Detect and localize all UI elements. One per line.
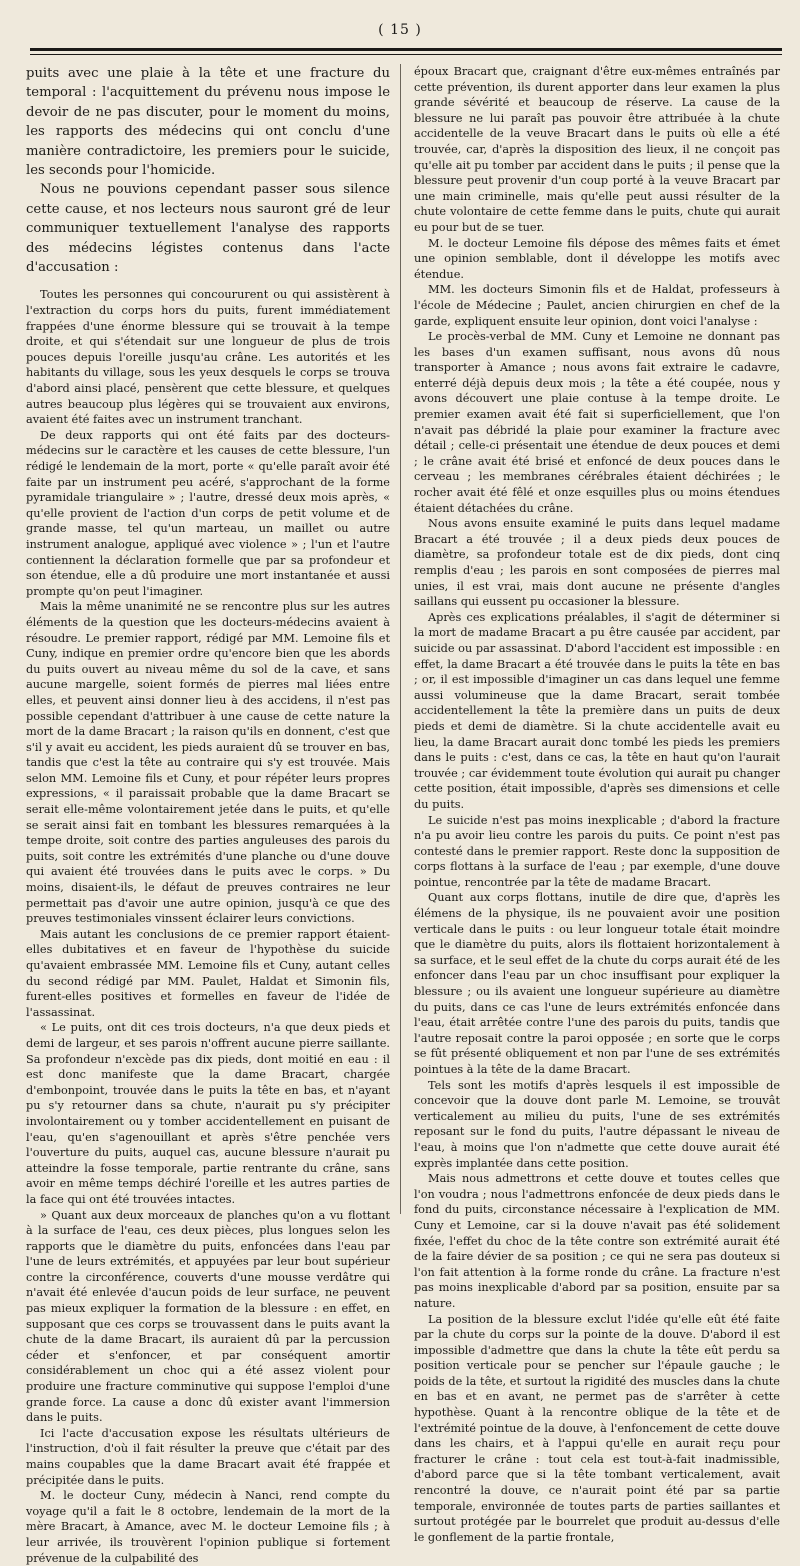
paragraph: Le suicide n'est pas moins inexplicable ; d'abord la fracture n'a pu avoir lieu contre les parois du puits. Ce point n'est pas contesté dans le premier rapport. Reste donc la supposition de corps flottans à la surface de l'eau ; par exemple, d'une douve pointue, rencontrée par la tête de madame Bracart. <box>414 813 780 889</box>
paragraph: « Le puits, ont dit ces trois docteurs, n'a que deux pieds et demi de largeur, et ses parois n'offrent aucune pierre saillante. Sa profondeur n'excède pas dix pieds, dont moitié en eau : il est donc manifeste que la dame Bracart, chargée d'embonpoint, trouvée dans le puits la tête en bas, et n'ayant pu s'y retourner dans sa chute, n'aurait pu s'y précipiter involontairement ou y tomber accidentellement en puisant de l'eau, qu'en s'agenouillant et après s'être penchée vers l'ouverture du puits, auquel cas, aucune blessure n'aurait pu atteindre la fosse temporale, partie rentrante du crâne, sans avoir en même temps déchiré l'oreille et les autres parties de la face qui ont été trouvées intactes. <box>26 1021 390 1206</box>
paragraph: Nous avons ensuite examiné le puits dans lequel madame Bracart a été trouvée ; il a deux pieds deux pouces de diamètre, sa profondeur totale est de dix pieds, dont cinq remplis d'eau ; les parois en sont composées de pierres mal unies, il est vrai, mais dont aucune ne présente d'angles saillans qui eussent pu occasioner la blessure. <box>414 517 780 609</box>
paragraph: Après ces explications préalables, il s'agit de déterminer si la mort de madame Bracart a pu être causée par accident, par suicide ou par assassinat. D'abord l'accident est impossible : en effet, la dame Bracart a été trouvée dans le puits la tête en bas ; or, il est impossible d'imaginer un cas dans lequel une femme aussi volumineuse que la dame Bracart, serait tombée accidentellement la tête la première dans un puits de deux pieds et demi de diamètre. Si la chute accidentelle avait eu lieu, la dame Bracart aurait donc tombé les pieds les premiers dans le puits : c'est, dans ce cas, la tête en haut qu'on l'aurait trouvée ; car évidemment toute évolution qui aurait pu changer cette position, était impossible, d'après ses dimensions et celle du puits. <box>414 610 780 811</box>
paragraph: M. le docteur Cuny, médecin à Nanci, rend compte du voyage qu'il a fait le 8 octobre, lendemain de la mort de la mère Bracart, à Amance, avec M. le docteur Lemoine fils ; à leur arrivée, ils trouvèrent l'opinion publique si fortement prévenue de la culpabilité des <box>26 1489 390 1565</box>
paragraph: Ici l'acte d'accusation expose les résultats ultérieurs de l'instruction, d'où il fait résulter la preuve que c'était par des mains coupables que la dame Bracart avait été frappée et précipitée dans le puits. <box>26 1426 390 1487</box>
page-number: ( 15 ) <box>378 22 422 38</box>
header-rule-thick <box>30 48 782 51</box>
paragraph: La position de la blessure exclut l'idée qu'elle eût été faite par la chute du corps sur la pointe de la douve. D'abord il est impossible d'admettre que dans la chute la tête eût perdu sa position verticale pour se pencher sur l'épaule gauche ; le poids de la tête, et surtout la rigidité des muscles dans la chute en bas et en avant, ne permet pas de s'arrêter à cette hypothèse. Quant à la rencontre oblique de la tête et de l'extrémité pointue de la douve, à l'enfoncement de cette douve dans les chairs, et à l'appui qu'elle en aurait reçu pour fracturer le crâne : tout cela est tout-à-fait inadmissible, d'abord parce que si la tête tombant verticalement, avait rencontré la douve, ce n'aurait point été par sa partie temporale, environnée de toutes parts de parties saillantes et surtout protégée par le bourrelet que produit au-dessus d'elle le gonflement de la partie frontale, <box>414 1312 780 1544</box>
paragraph: Le procès-verbal de MM. Cuny et Lemoine ne donnant pas les bases d'un examen suffisant, nous avons dû nous transporter à Amance ; nous avons fait extraire le cadavre, enterré déjà depuis deux mois ; la tête a été coupée, nous y avons découvert une plaie contuse à la tempe droite. Le premier examen avait été fait si superficiellement, que l'on n'avait pas débridé la plaie pour examiner la fracture avec détail ; celle-ci présentait une étendue de deux pouces et demi ; le crâne avait été brisé et enfoncé de deux pouces dans le cerveau ; les membranes cérébrales étaient déchirées ; le rocher avait été fêlé et onze esquilles plus ou moins étendues étaient détachées du crâne. <box>414 330 780 515</box>
paragraph: Mais nous admettrons et cette douve et toutes celles que l'on voudra ; nous l'admettrons enfoncée de deux pieds dans le fond du puits, circonstance nécessaire à l'explication de MM. Cuny et Lemoine, car si la douve n'avait pas été solidement fixée, l'effet du choc de la tête contre son extrémité aurait été de la faire dévier de sa position ; ce qui ne sera pas douteux si l'on fait attention à la forme ronde du crâne. La fracture n'est pas moins inexplicable d'abord par sa position, ensuite par sa nature. <box>414 1172 780 1310</box>
paragraph: Tels sont les motifs d'après lesquels il est impossible de concevoir que la douve dont parle M. Lemoine, se trouvât verticalement au milieu du puits, l'une de ses extrémités reposant sur le fond du puits, l'autre dépassant le niveau de l'eau, à moins que l'on n'admette que cette douve aurait été exprès implantée dans cette position. <box>414 1078 780 1170</box>
paragraph: Mais la même unanimité ne se rencontre plus sur les autres éléments de la question que les docteurs-médecins avaient à résoudre. Le premier rapport, rédigé par MM. Lemoine fils et Cuny, indique en premier ordre qu'encore bien que les abords du puits ouvert au niveau même du sol de la cave, et sans aucune margelle, soient formés de pierres mal liées entre elles, et peuvent ainsi donner lieu à des accidens, il n'est pas possible cependant d'attribuer à une cause de cette nature la mort de la dame Bracart ; la raison qu'ils en donnent, c'est que s'il y avait eu accident, les pieds auraient dû se trouver en bas, tandis que c'est la tête au contraire qui s'y est trouvée. Mais selon MM. Lemoine fils et Cuny, et pour répéter leurs propres expressions, « il paraissait probable que la dame Bracart se serait elle-même volontairement jetée dans le puits, et qu'elle se serait ainsi fait en tombant les blessures remarquées à la tempe droite, soit contre des parties anguleuses des parois du puits, soit contre les extrémités d'une planche ou d'une douve qui avaient été trouvées dans le puits avec le corps. » Du moins, disaient-ils, le défaut de preuves contraires ne leur permettait pas d'avoir une autre opinion, jusqu'à ce que des preuves testimoniales vinssent éclairer leurs convictions. <box>26 600 390 926</box>
paragraph: M. le docteur Lemoine fils dépose des mêmes faits et émet une opinion semblable, dont il développe les motifs avec étendue. <box>414 236 780 281</box>
paragraph: MM. les docteurs Simonin fils et de Haldat, professeurs à l'école de Médecine ; Paulet, ancien chirurgien en chef de la garde, expliquent ensuite leur opinion, dont voici l'analyse : <box>414 283 780 328</box>
paragraph: De deux rapports qui ont été faits par des docteurs-médecins sur le caractère et les causes de cette blessure, l'un rédigé le lendemain de la mort, porte « qu'elle paraît avoir été faite par un instrument peu acéré, s'approchant de la forme pyramidale triangulaire » ; l'autre, dressé deux mois après, « qu'elle provient de l'action d'un corps de petit volume et de grande masse, tel qu'un marteau, un maillet ou autre instrument analogue, appliqué avec violence » ; l'un et l'autre contiennent la déclaration formelle que par sa profondeur et son étendue, elle a dû produire une mort instantanée et aussi prompte qu'on peut l'imaginer. <box>26 428 390 598</box>
paragraph: Mais autant les conclusions de ce premier rapport étaient-elles dubitatives et en faveur de l'hypothèse du suicide qu'avaient embrassée MM. Lemoine fils et Cuny, autant celles du second rédigé par MM. Paulet, Haldat et Simonin fils, furent-elles positives et formelles en faveur de l'idée de l'assassinat. <box>26 927 390 1019</box>
paragraph: puits avec une plaie à la tête et une fracture du temporal : l'acquittement du prévenu nous impose le devoir de ne pas discuter, pour le moment du moins, les rapports des médecins qui ont conclu d'une manière contradictoire, les premiers pour le suicide, les seconds pour l'homicide. <box>26 66 390 179</box>
paragraph: Quant aux corps flottans, inutile de dire que, d'après les élémens de la physique, ils ne pouvaient avoir une position verticale dans le puits : ou leur longueur totale était moindre que le diamètre du puits, alors ils flottaient horizontalement à sa surface, et le seul effet de la chute du corps aurait été de les enfoncer dans l'eau par un choc insuffisant pour expliquer la blessure ; ou ils avaient une longueur supérieure au diamètre du puits, dans ce cas l'une de leurs extrémités enfoncée dans l'eau, était arrêtée contre l'une des parois du puits, tandis que l'autre reposait contre la paroi opposée ; en sorte que le corps se fût présenté obliquement et non par l'une de ses extrémités pointues à la tête de la dame Bracart. <box>414 891 780 1076</box>
right-column <box>414 64 780 1544</box>
column-divider <box>400 64 401 1214</box>
header-rule-thin <box>30 54 782 55</box>
paragraph: Toutes les personnes qui concoururent ou qui assistèrent à l'extraction du corps hors du puits, furent immédiatement frappées d'une énorme blessure qui se trouvait à la tempe droite, et qui s'étendait sur une longueur de plus de trois pouces depuis l'oreille jusqu'au crâne. Les autorités et les habitants du village, sous les yeux desquels le corps se trouva d'abord ainsi placé, pensèrent que cette blessure, et quelques autres beaucoup plus légères qui se trouvaient aux environs, avaient été faites avec un instrument tranchant. <box>26 288 390 427</box>
paragraph: Nous ne pouvions cependant passer sous silence cette cause, et nos lecteurs nous sauront gré de leur communiquer textuellement l'analyse des rapports des médecins légistes contenus dans l'acte d'accusation : <box>26 182 390 276</box>
paragraph: époux Bracart que, craignant d'être eux-mêmes entraînés par cette prévention, ils durent apporter dans leur examen la plus grande sévérité et beaucoup de réserve. La cause de la blessure ne lui paraît pas pouvoir être attribuée à la chute accidentelle de la veuve Bracart dans le puits où elle a été trouvée, car, d'après la disposition des lieux, il ne conçoit pas qu'elle ait pu tomber par accident dans le puits ; il pense que la blessure peut provenir d'un coup porté à la veuve Bracart par une main criminelle, mais qu'elle peut aussi résulter de la chute volontaire de cette femme dans le puits, chute qui aurait eu pour but de se tuer. <box>414 65 780 234</box>
left-column <box>26 64 390 1565</box>
paragraph: » Quant aux deux morceaux de planches qu'on a vu flottant à la surface de l'eau, ces deux pièces, plus longues selon les rapports que le diamètre du puits, enfoncées dans l'eau par l'une de leurs extrémités, et appuyées par leur bout supérieur contre la circonférence, couverts d'une mousse verdâtre qui n'avait été enlevée d'aucun poids de leur surface, ne peuvent pas mieux expliquer la formation de la blessure : en effet, en supposant que ces corps se trouvassent dans le puits avant la chute de la dame Bracart, ils auraient dû par la percussion céder et s'enfoncer, et par conséquent amortir considérablement un choc qui a été assez violent pour produire une fracture comminutive qui suppose l'emploi d'une grande force. La cause a donc dû exister avant l'immersion dans le puits. <box>26 1208 390 1425</box>
